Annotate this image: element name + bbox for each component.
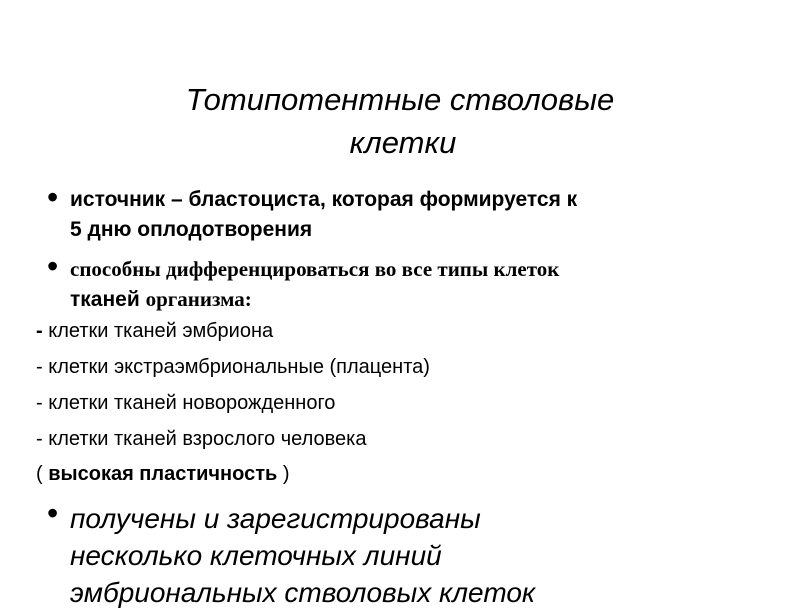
list-item-dash: -	[36, 392, 43, 414]
list-item-dash: -	[36, 428, 43, 450]
bullet-2-line-2-a: тканей	[70, 288, 140, 311]
bullet-1-line-2: 5 дню оплодотворения	[70, 218, 313, 241]
list-item	[36, 391, 335, 415]
list-item-dash: -	[36, 320, 43, 342]
title-line-1: Тотипотентные стволовые	[185, 82, 615, 117]
bullet-2-line-1: способны дифференцироваться во все типы клеток	[70, 257, 560, 281]
bullet-dot-1: •	[47, 179, 59, 215]
bullet-2-line-2-b: организма:	[145, 287, 252, 311]
list-item	[36, 355, 430, 379]
plasticity-text: высокая пластичность	[48, 463, 278, 485]
list-item-text: клетки тканей новорожденного	[48, 392, 336, 414]
bullet-2-text	[70, 254, 559, 315]
list-item-text: клетки тканей эмбриона	[48, 320, 274, 342]
list-item	[36, 427, 366, 451]
final-bullet-text	[70, 500, 535, 611]
list-item-text: клетки тканей взрослого человека	[48, 428, 367, 450]
list-item-text: клетки экстраэмбриональные (плацента)	[48, 356, 430, 378]
bullet-2-line-2	[70, 284, 559, 315]
list-item-dash: -	[36, 356, 43, 378]
plasticity-close-paren: )	[282, 463, 290, 485]
final-bullet-line-2: несколько клеточных линий	[70, 540, 442, 571]
bullet-1-text	[70, 185, 577, 245]
bullet-1-line-1: источник – бластоциста, которая формируется к	[70, 188, 578, 211]
final-bullet-line-1: получены и зарегистрированы	[70, 503, 481, 534]
bullet-dot-2: •	[47, 248, 59, 284]
plasticity-note	[36, 462, 290, 486]
plasticity-open-paren: (	[36, 463, 43, 485]
bullet-dot-3: •	[47, 495, 59, 531]
slide-title	[0, 78, 800, 164]
title-line-2: клетки	[349, 125, 457, 160]
final-bullet-line-3: эмбриональных стволовых клеток	[70, 577, 536, 608]
list-item	[36, 319, 273, 343]
